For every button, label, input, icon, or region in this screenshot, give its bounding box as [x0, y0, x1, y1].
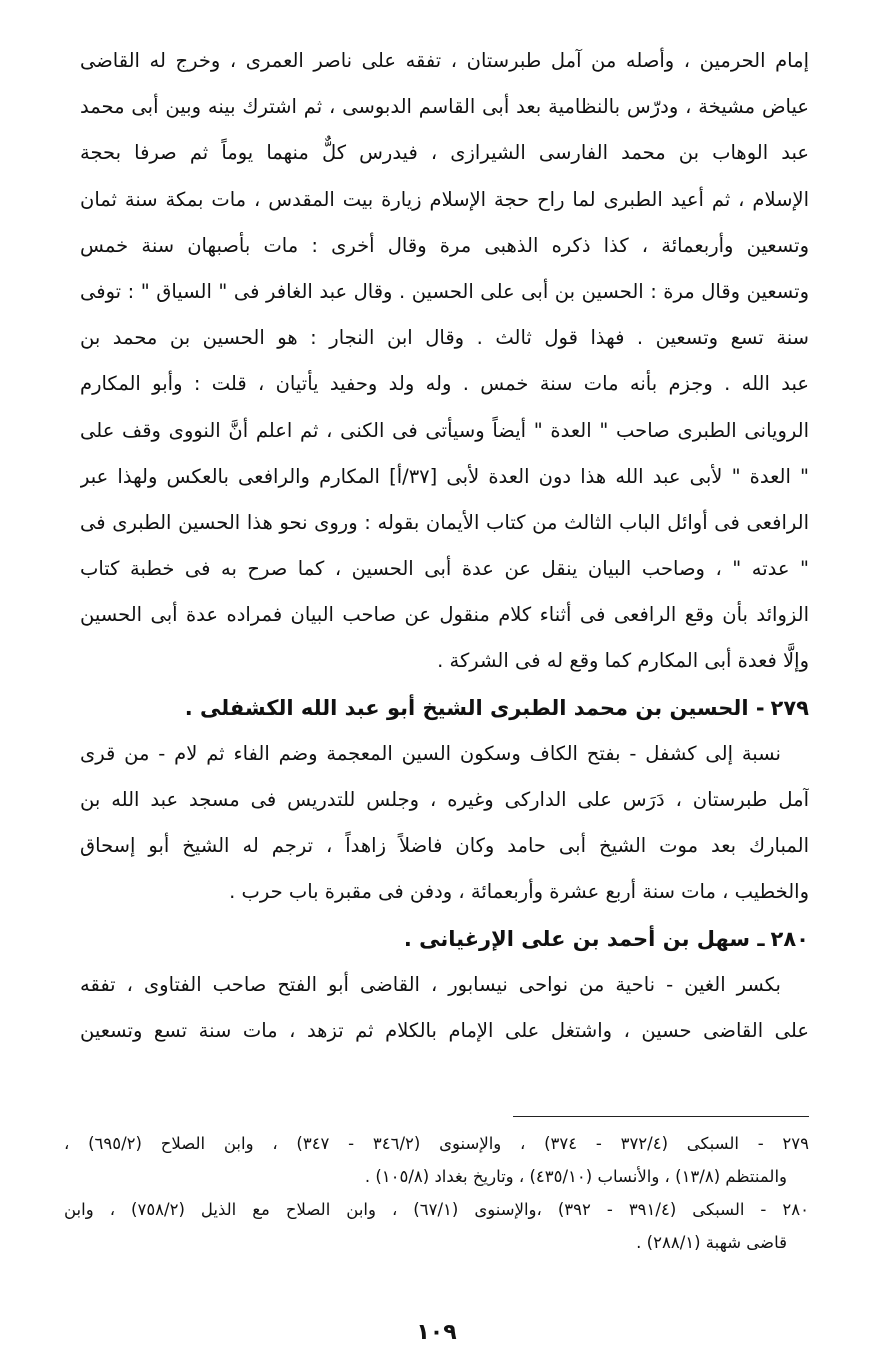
body-line: وإلَّا فعدة أبى المكارم كما وقع له فى الشركة .: [437, 649, 809, 673]
page-number: ١٠٩: [416, 1320, 457, 1345]
footnote-line: ٢٧٩ - السبكى (٣٧٢/٤ - ٣٧٤) ، والإسنوى (٣٤٦/٢ - ٣٤٧) ، وابن الصلاح (٦٩٥/٢) ،: [64, 1134, 809, 1153]
footnote-line: ٢٨٠ - السبكى (٣٩١/٤ - ٣٩٢) ،والإسنوى (٦٧/١) ، وابن الصلاح مع الذيل (٧٥٨/٢) ، وابن: [64, 1200, 809, 1219]
body-line: " العدة " لأبى عبد الله هذا دون العدة لأبى [٣٧/أ] المكارم والرافعى بالعكس ولهذا عبر: [80, 464, 809, 488]
entry-line: آمل طبرستان ، دَرَس على الداركى وغيره ، وجلس للتدريس فى مسجد عبد الله بن: [80, 788, 809, 811]
footnote-separator: [513, 1116, 809, 1117]
body-line: عبد الله . وجزم بأنه مات سنة خمس . وله ولد وحفيد يأتيان ، قلت : وأبو المكارم: [80, 372, 809, 396]
body-line: الزوائد بأن وقع الرافعى فى أثناء كلام منقول عن صاحب البيان فمراده عدة أبى الحسين: [80, 603, 809, 627]
entry-line: المبارك بعد موت الشيخ أبى حامد وكان فاضلاً زاهداً ، ترجم له الشيخ أبو إسحاق: [80, 834, 809, 858]
entry-number: ٢٨٠: [770, 926, 809, 951]
entry-number: ٢٧٩: [770, 695, 809, 720]
entry-line: على القاضى حسين ، واشتغل على الإمام بالكلام ثم تزهد ، مات سنة تسع وتسعين: [80, 1018, 809, 1042]
body-line: عبد الوهاب بن محمد الفارسى الشيرازى ، فيدرس كلٌّ منهما يوماً ثم صرفا بحجة: [80, 141, 809, 165]
body-line: وتسعين وأربعمائة ، كذا ذكره الذهبى مرة وقال أخرى : مات بأصبهان سنة خمس: [80, 233, 809, 257]
body-line: الرويانى الطبرى صاحب " العدة " أيضاً وسيأتى فى الكنى ، ثم اعلم أنَّ النووى وقف على: [80, 418, 809, 442]
body-line: الرافعى فى أوائل الباب الثالث من كتاب الأيمان بقوله : وروى نحو هذا الحسين الطبرى فى: [80, 510, 809, 534]
entry-heading-279: [80, 685, 809, 731]
entry-heading-280: [80, 916, 809, 962]
body-line: الإسلام ، ثم أعيد الطبرى لما راح حجة الإسلام زيارة بيت المقدس ، مات بمكة سنة ثمان: [80, 187, 809, 211]
body-line: وتسعين وقال مرة : الحسين بن أبى على الحسين . وقال عبد الغافر فى " السياق " : توفى: [80, 279, 809, 303]
footnote-line: والمنتظم (١٣/٨) ، والأنساب (٤٣٥/١٠) ، وتاريخ بغداد (١٠٥/٨) .: [364, 1167, 787, 1186]
entry-line: والخطيب ، مات سنة أربع عشرة وأربعمائة ، ودفن فى مقبرة باب حرب .: [229, 880, 809, 904]
entry-title: ـ سهل بن أحمد بن على الإرغيانى .: [403, 926, 765, 951]
body-line: إمام الحرمين ، وأصله من آمل طبرستان ، تفقه على ناصر العمرى ، وخرج له القاضى: [80, 49, 809, 72]
main-text: [80, 38, 809, 1054]
body-line: عياض مشيخة ، ودرّس بالنظامية بعد أبى القاسم الدبوسى ، ثم اشترك بينه وبين أبى محمد: [80, 95, 809, 119]
body-line: سنة تسع وتسعين . فهذا قول ثالث . وقال ابن النجار : هو الحسين بن محمد بن: [80, 326, 809, 350]
footnote-line: قاضى شهبة (٢٨٨/١) .: [636, 1233, 787, 1252]
footnotes: [64, 1127, 809, 1259]
entry-line: نسبة إلى كشفل - بفتح الكاف وسكون السين المعجمة وضم الفاء ثم لام - من قرى: [80, 741, 781, 765]
body-line: " عدته " ، وصاحب البيان ينقل عن عدة أبى الحسين ، كما صرح به فى خطبة كتاب: [80, 557, 809, 581]
entry-title: - الحسين بن محمد الطبرى الشيخ أبو عبد الله الكشفلى .: [184, 695, 765, 720]
entry-line: بكسر الغين - ناحية من نواحى نيسابور ، القاضى أبو الفتح صاحب الفتاوى ، تفقه: [80, 972, 781, 996]
